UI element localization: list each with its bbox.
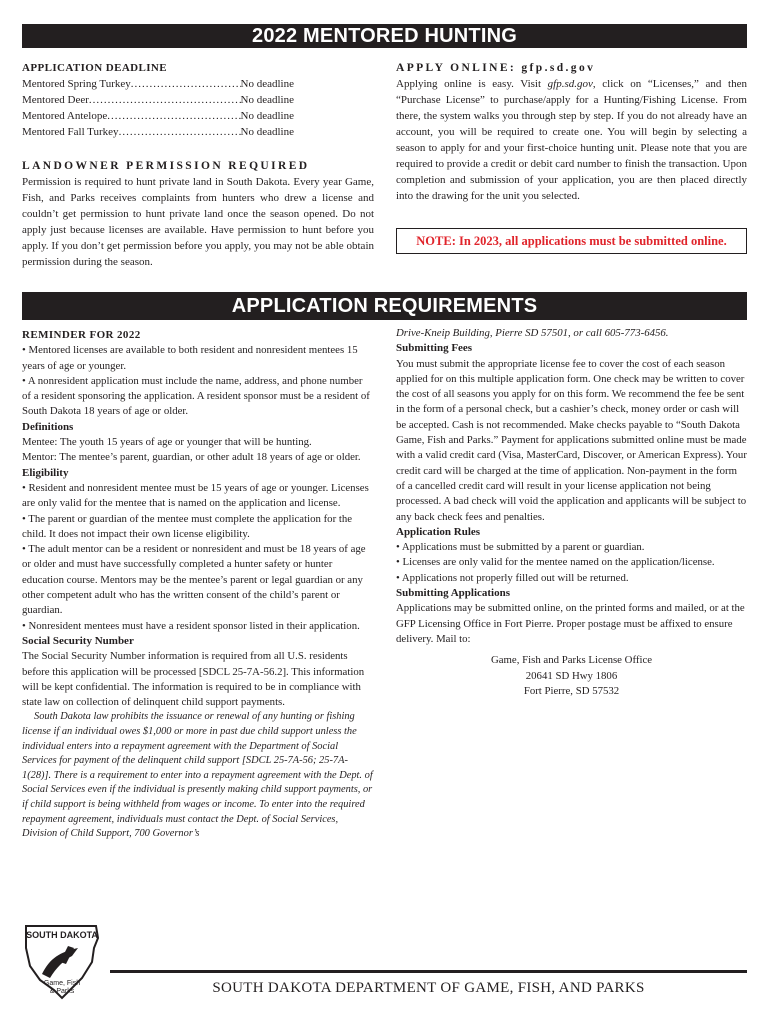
rule-item: • Applications must be submitted by a parent or guardian. <box>396 541 645 554</box>
leader-dots <box>89 92 241 108</box>
address-line: 20641 SD Hwy 1806 <box>525 669 618 682</box>
online-note: NOTE: In 2023, all applications must be submitted online. <box>396 228 747 254</box>
footer-divider <box>110 970 747 973</box>
deadline-row <box>22 108 294 124</box>
landowner-heading: LANDOWNER PERMISSION REQUIRED <box>22 160 310 172</box>
deadline-row <box>22 124 294 140</box>
fees-heading: Submitting Fees <box>396 342 473 355</box>
address-line: Fort Pierre, SD 57532 <box>523 684 620 697</box>
leader-dots <box>119 124 241 140</box>
deadline-value: No deadline <box>240 94 294 106</box>
apply-online-text-cont: , click on “Licenses,” and then “Purchase License” to purchase/apply for a Hunting/Fishing License. From there, the system walks you through step by step. If you do not already have an account, you will be required to create one. You will begin by selecting a season to apply for and your first-choice hunting unit. Please note that you are required to provide a credit or debit card number to finish the transaction. Upon completion and submission of your application, you are then placed directly into the drawing for the unit you selected. <box>396 78 747 202</box>
apply-online-heading: APPLY ONLINE: gfp.sd.gov <box>396 62 596 74</box>
eligibility-item: • Resident and nonresident mentee must be 15 years of age or younger. Licenses are only valid for the mentee that is named on the application and license. <box>22 481 369 510</box>
footer-agency-name: SOUTH DAKOTA DEPARTMENT OF GAME, FISH, AND PARKS <box>212 980 645 996</box>
leader-dots <box>131 76 241 92</box>
deadline-value: No deadline <box>240 110 294 122</box>
deadline-value: No deadline <box>240 78 294 90</box>
ssn-legal-text-cont: Drive-Kneip Building, Pierre SD 57501, or call 605-773-6456. <box>396 327 669 339</box>
apply-online-body <box>396 76 747 204</box>
eligibility-item: • Nonresident mentees must have a resident sponsor listed in their application. <box>22 619 360 632</box>
apply-online-text: Applying online is easy. Visit <box>396 78 548 90</box>
mailing-address <box>396 653 747 699</box>
landowner-body: Permission is required to hunt private land in South Dakota. Every year Game, Fish, and Parks receives complaints from hunters who drew a license and couldn’t get permission to hunt private land once the season opened. Do not apply just because licenses are available. Have permission to hunt before you apply. If you don’t get permission before you apply, you may not be able obtain permission during the season. <box>22 176 374 268</box>
bottom-left-column <box>22 328 374 842</box>
reminder-item: • Mentored licenses are available to both resident and nonresident mentees 15 years of age or younger. <box>22 344 358 372</box>
deadline-row <box>22 76 294 92</box>
fees-body: You must submit the appropriate license fee to cover the cost of each season applied for on this multiple application form. One check may be written to cover the cost of all seasons you apply for on this form. We recommend the fee be sent in the form of a personal check, but a cashier’s check, money order or cash will be accepted. Cash is not recommended. Make checks payable to “South Dakota Game, Fish and Parks.” Payment for applications submitted online must be made with a valid credit card (Visa, MasterCard, Discover, or American Express). Your credit card will be charged at the time of application. Non-payment in the form of a cancelled credit card will result in your license application not being processed. A bad check will void the application and applicants will be subject to any back check fees and penalties. <box>396 357 747 523</box>
top-right-column <box>396 60 747 204</box>
definition-item: Mentee: The youth 15 years of age or younger that will be hunting. <box>22 436 312 449</box>
definition-item: Mentor: The mentee’s parent, guardian, or other adult 18 years of age or older. <box>22 451 361 464</box>
rules-heading: Application Rules <box>396 525 481 538</box>
address-line: Game, Fish and Parks License Office <box>490 654 653 667</box>
deadline-label: Mentored Fall Turkey <box>22 126 119 138</box>
deadline-value: No deadline <box>240 126 294 138</box>
leader-dots <box>107 108 240 124</box>
eligibility-heading: Eligibility <box>22 466 69 479</box>
page-title-banner: 2022 MENTORED HUNTING <box>22 24 747 48</box>
eligibility-item: • The adult mentor can be a resident or nonresident and must be 18 years of age or older and must have successfully completed a hunter safety or hunter education course. Mentors may be the mentee’s parent or legal guardian or any other competent adult who has the written consent of the child’s parent or guardian. <box>22 543 366 617</box>
eligibility-item: • The parent or guardian of the mentee must complete the application for the child. It does not impact their own license eligibility. <box>22 512 353 540</box>
deadline-label: Mentored Deer <box>22 94 89 106</box>
submitting-body: Applications may be submitted online, on the printed forms and mailed, or at the GFP Licensing Office in Fort Pierre. Proper postage must be affixed to ensure delivery. Mail to: <box>396 602 745 645</box>
top-left-column <box>22 60 374 270</box>
deadline-list <box>22 76 374 140</box>
rule-item: • Applications not properly filled out will be returned. <box>396 571 629 584</box>
seal-top-text: SOUTH DAKOTA <box>26 930 98 940</box>
website-link[interactable]: gfp.sd.gov <box>547 78 593 90</box>
deadline-label: Mentored Spring Turkey <box>22 78 131 90</box>
ssn-heading: Social Security Number <box>22 634 134 647</box>
seal-bottom-text: & Parks <box>49 988 75 995</box>
ssn-body: The Social Security Number information is required from all U.S. residents before this application will be processed [SDCL 25-7A-56.2]. This information will be kept confidential. The information is required to be in compliance with state law on collection of delinquent child support payments. <box>22 650 365 709</box>
reminder-item: • A nonresident application must include the name, address, and phone number of a resident sponsoring the application. A resident sponsor must be a resident of South Dakota 18 years of age or older. <box>22 374 370 418</box>
bottom-right-column <box>396 326 747 699</box>
definitions-heading: Definitions <box>22 420 74 433</box>
requirements-banner: APPLICATION REQUIREMENTS <box>22 292 747 320</box>
deadline-label: Mentored Antelope <box>22 110 108 122</box>
gfp-seal-logo <box>20 918 104 1002</box>
reminder-heading: REMINDER FOR 2022 <box>22 329 141 341</box>
ssn-legal-text: South Dakota law prohibits the issuance or renewal of any hunting or fishing license if an individual owes $1,000 or more in past due child support unless the individual enters into a repayment agreement with the Department of Social Services for payment of the delinquent child support [SDCL 25-7A-56; 25-7A-1(28)]. There is a requirement to enter into a repayment agreement with the Dept. of Social Services even if the individual is presently making child support payments, or if child support is being withheld from wages or income. To enter into the required repayment agreement, individuals must contact the Dept. of Social Services, Division of Child Support, 700 Governor’s <box>22 711 373 840</box>
deadline-heading: APPLICATION DEADLINE <box>22 62 168 74</box>
seal-bottom-text: Game, Fish <box>43 980 81 987</box>
rule-item: • Licenses are only valid for the mentee named on the application/license. <box>396 556 715 569</box>
submitting-heading: Submitting Applications <box>396 587 511 600</box>
deadline-row <box>22 92 294 108</box>
